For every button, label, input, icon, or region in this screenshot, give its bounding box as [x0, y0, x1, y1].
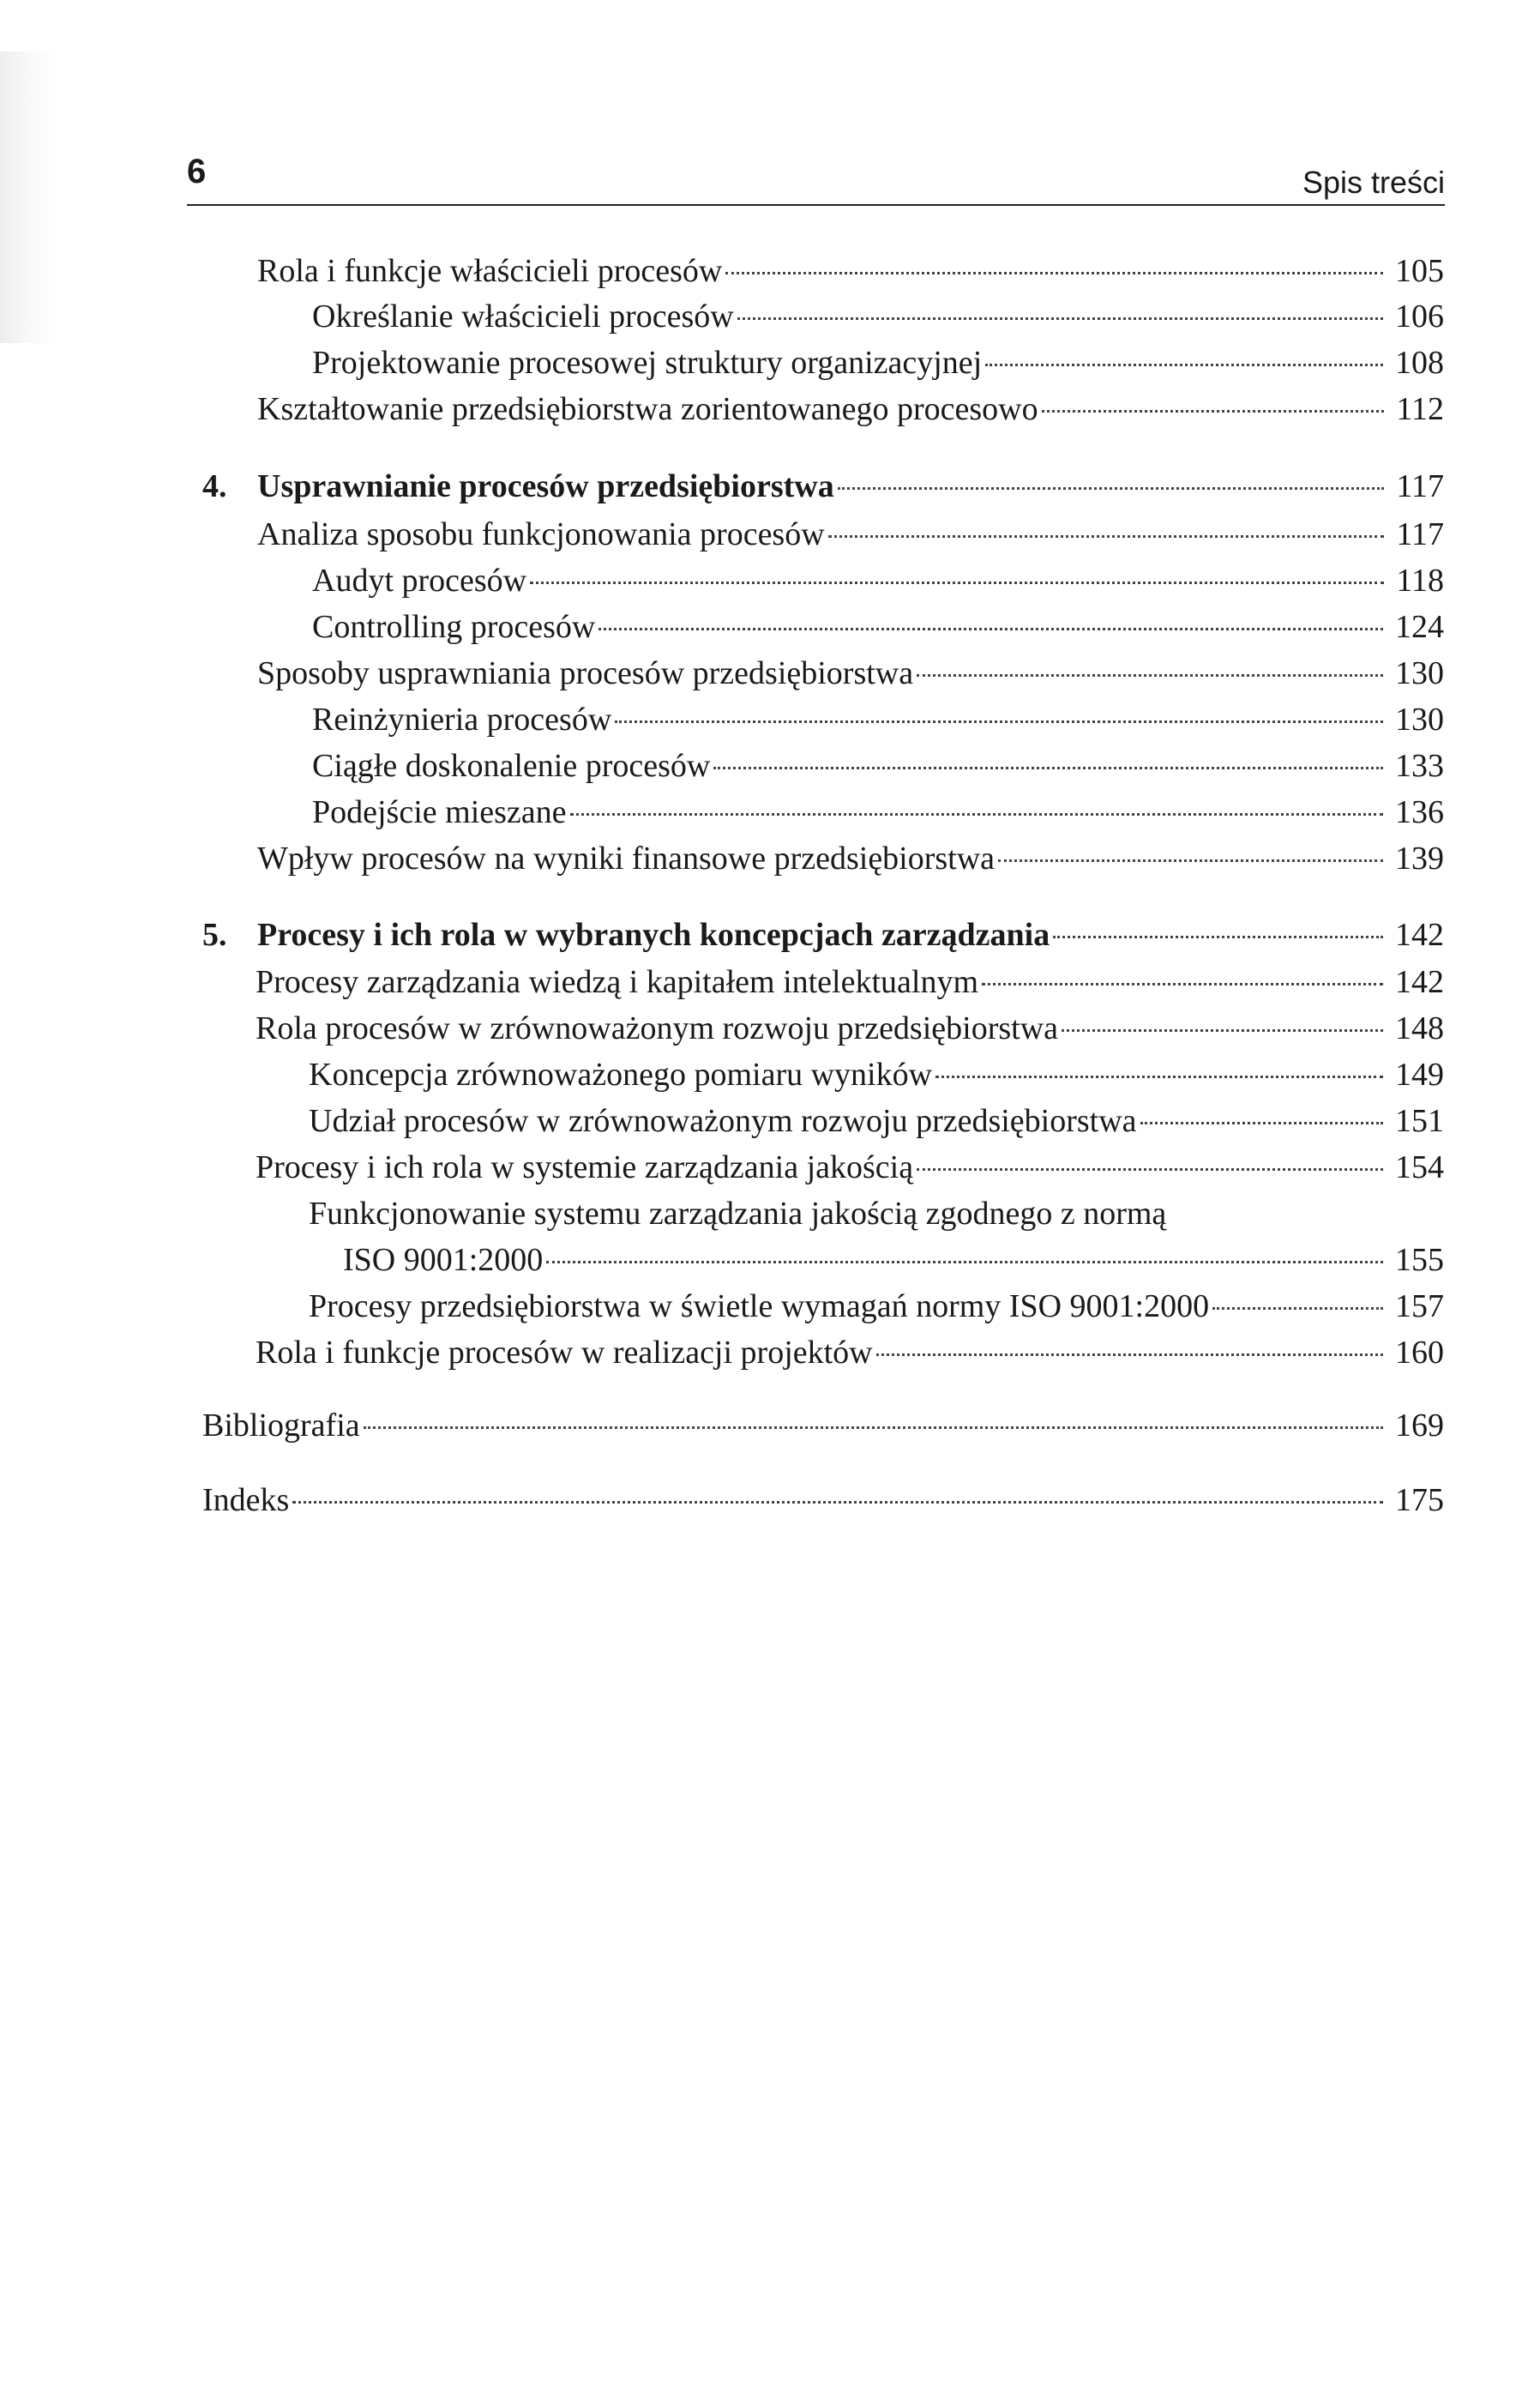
toc-entry-title: Analiza sposobu funkcjonowania procesów — [257, 516, 825, 552]
toc-entry — [257, 840, 1444, 877]
dot-leader — [725, 272, 1383, 274]
toc-entry-page: 130 — [1395, 702, 1444, 738]
scan-page-edge-shadow — [0, 51, 60, 343]
toc-entry-page: 142 — [1395, 964, 1444, 1000]
chapter-number: 4. — [202, 468, 227, 504]
toc-entry-title: Rola i funkcje procesów w realizacji projektów — [256, 1335, 873, 1371]
toc-entry-title: Procesy przedsiębiorstwa w świetle wymagań normy ISO 9001:2000 — [309, 1288, 1210, 1324]
toc-entry-title: Procesy zarządzania wiedzą i kapitałem intelektualnym — [256, 964, 979, 1000]
toc-entry-page: 169 — [1395, 1407, 1444, 1444]
dot-leader — [985, 364, 1383, 366]
toc-entry-title: Indeks — [202, 1482, 290, 1518]
toc-subentry — [312, 344, 1444, 382]
dot-leader — [570, 813, 1383, 816]
toc-entry-title: Projektowanie procesowej struktury organizacyjnej — [312, 345, 983, 381]
toc-entry-bibliography — [202, 1407, 1444, 1444]
toc-subentry — [312, 562, 1444, 600]
toc-entry-title: Wpływ procesów na wyniki finansowe przedsiębiorstwa — [257, 841, 996, 877]
toc-entry-page: 160 — [1395, 1335, 1444, 1371]
toc-subentry — [309, 1287, 1444, 1325]
toc-entry — [256, 1010, 1444, 1047]
page-number: 6 — [187, 153, 207, 190]
toc-subentry — [312, 608, 1444, 646]
dot-leader — [998, 859, 1383, 862]
toc-entry-page: 139 — [1395, 841, 1444, 877]
toc-entry-page: 106 — [1395, 298, 1444, 335]
chapter-title: Usprawnianie procesów przedsiębiorstwa — [257, 468, 834, 504]
toc-entry — [257, 390, 1444, 428]
chapter-title: Procesy i ich rola w wybranych koncepcjach zarządzania — [257, 917, 1050, 953]
toc-entry — [256, 963, 1444, 1001]
dot-leader — [364, 1426, 1383, 1429]
toc-entry-title: Kształtowanie przedsiębiorstwa zorientowanego procesowo — [257, 391, 1038, 427]
dot-leader — [737, 317, 1383, 320]
dot-leader — [713, 767, 1383, 769]
toc-entry — [257, 654, 1444, 692]
toc-subentry — [312, 298, 1444, 335]
dot-leader — [615, 720, 1383, 723]
dot-leader — [1053, 936, 1383, 938]
toc-entry-title: Procesy i ich rola w systemie zarządzania jakością — [256, 1149, 914, 1185]
dot-leader — [876, 1353, 1383, 1356]
toc-subentry-line2 — [343, 1241, 1444, 1279]
toc-entry — [257, 252, 1444, 290]
toc-entry-page: 142 — [1395, 917, 1444, 953]
toc-subentry — [312, 793, 1444, 831]
toc-entry — [257, 515, 1444, 553]
toc-entry-title: Podejście mieszane — [312, 794, 567, 830]
dot-leader — [599, 628, 1383, 630]
toc-entry-page: 118 — [1396, 563, 1444, 599]
toc-entry-page: 133 — [1395, 748, 1444, 784]
dot-leader — [982, 983, 1383, 986]
toc-entry-page: 136 — [1395, 794, 1444, 830]
dot-leader — [1212, 1307, 1383, 1310]
running-title: Spis treści — [1302, 165, 1445, 200]
toc-entry-title: Ciągłe doskonalenie procesów — [312, 748, 711, 784]
dot-leader — [917, 1168, 1383, 1171]
chapter-number: 5. — [202, 917, 227, 953]
toc-entry-page: 157 — [1395, 1288, 1444, 1324]
toc-entry-page: 117 — [1396, 516, 1444, 552]
toc-entry — [256, 1148, 1444, 1186]
toc-entry-page: 148 — [1395, 1010, 1444, 1046]
dot-leader — [828, 535, 1384, 538]
toc-entry-page: 149 — [1395, 1057, 1444, 1093]
page-header — [187, 144, 1445, 206]
toc-subentry — [309, 1056, 1444, 1094]
toc-subentry — [309, 1102, 1444, 1140]
toc-entry-page: 105 — [1395, 253, 1444, 289]
toc-chapter — [202, 916, 1444, 954]
toc-entry — [256, 1334, 1444, 1371]
toc-entry-title: Sposoby usprawniania procesów przedsiębiorstwa — [257, 655, 914, 691]
toc-entry-title: Bibliografia — [202, 1407, 360, 1444]
toc-subentry — [312, 747, 1444, 785]
toc-entry-page: 124 — [1395, 609, 1444, 645]
dot-leader — [530, 582, 1384, 584]
toc-entry-title: Określanie właścicieli procesów — [312, 298, 734, 335]
toc-entry-title: Udział procesów w zrównoważonym rozwoju przedsiębiorstwa — [309, 1103, 1137, 1139]
dot-leader — [838, 487, 1384, 490]
dot-leader — [1062, 1029, 1383, 1032]
dot-leader — [546, 1261, 1383, 1263]
toc-entry-title: ISO 9001:2000 — [343, 1242, 544, 1278]
toc-entry-page: 112 — [1396, 391, 1444, 427]
toc-entry-title: Reinżynieria procesów — [312, 702, 612, 738]
toc-entry-page: 155 — [1395, 1242, 1444, 1278]
toc-entry-page: 154 — [1395, 1149, 1444, 1185]
toc-entry-page: 108 — [1395, 345, 1444, 381]
dot-leader — [935, 1076, 1383, 1078]
dot-leader — [1140, 1122, 1383, 1124]
toc-entry-title: Controlling procesów — [312, 609, 596, 645]
toc-entry-title: Koncepcja zrównoważonego pomiaru wyników — [309, 1057, 933, 1093]
toc-entry-page: 117 — [1396, 468, 1444, 504]
toc-subentry — [312, 701, 1444, 738]
toc-entry-page: 175 — [1395, 1482, 1444, 1518]
toc-entry-title: Rola procesów w zrównoważonym rozwoju przedsiębiorstwa — [256, 1010, 1059, 1046]
toc-subentry-line1 — [309, 1195, 1444, 1233]
toc-entry-title: Rola i funkcje właścicieli procesów — [257, 253, 723, 289]
dot-leader — [917, 674, 1383, 677]
toc-entry-title: Funkcjonowanie systemu zarządzania jakością zgodnego z normą — [309, 1196, 1167, 1232]
toc-entry-index — [202, 1481, 1444, 1519]
toc-entry-page: 130 — [1395, 655, 1444, 691]
toc-chapter — [202, 467, 1444, 505]
dot-leader — [1042, 410, 1384, 413]
toc-entry-title: Audyt procesów — [312, 563, 527, 599]
toc-entry-page: 151 — [1395, 1103, 1444, 1139]
dot-leader — [292, 1501, 1383, 1504]
